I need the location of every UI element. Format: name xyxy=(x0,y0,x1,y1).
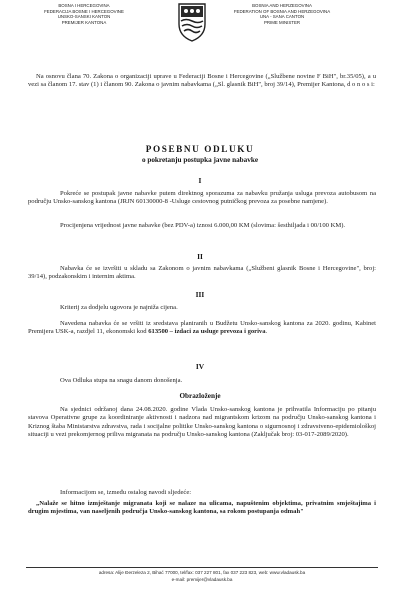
section-number: I xyxy=(198,176,202,185)
budget-end-text: . xyxy=(265,328,268,336)
footer-email: e-mail: premijer@vladausk.ba xyxy=(171,577,233,582)
preamble-paragraph: Na osnovu člana 70. Zakona o organizaciji uprave u Federaciji Bosne i Hercegovine („Službene novine F BiH", br.35/05), a u vezi sa članom 17. stav (1) i članom 90. Zakona o javnim nabavkama („Sl. glasnik BiH", broj 39/14), Premijer Kantona, d o n o s i: xyxy=(28,73,376,89)
letterhead-left-line: PREMIJER KANTONA xyxy=(61,19,107,25)
document-subtitle: o pokretanju postupka javne nabavke xyxy=(141,156,259,164)
letterhead-right-line: FEDERATION OF BOSNIA AND HERZEGOVINA xyxy=(233,8,331,14)
section-2-paragraph: Nabavka će se izvršiti u skladu sa Zakonom o javnim nabavkama („Službeni glasnik Bosne i Hercegovine", broj: 39/14), podzakonskim i internim aktima. xyxy=(28,265,376,281)
explanation-paragraph: Na sjednici održanoj dana 24.08.2020. godine Vlada Unsko-sanskog kantona je prihvatila Informaciju po pitanju stavova Operativne grupe za koordiniranje aktivnosti i nadzora nad migrantskom krizom na području Unsko-sanskog kantona i Kriznog štaba Ministarstva zdravstva, rada i socijalne politike Unsko-sanskog kantona o sigurnosnoj i zdravstveno-epidemiološkoj situaciji u vezi prekomjernog priliva migranata na području Unsko-sanskog kantona (Zaključak broj: 03-017-2089/2020). xyxy=(28,406,376,438)
letterhead-left xyxy=(25,3,143,25)
letterhead-left-line: BOSNA I HERCEGOVINA xyxy=(58,3,110,8)
letterhead-right-line: PRIME MINISTER xyxy=(263,19,301,25)
letterhead-right-line: BOSNIA AND HERZEGOVINA xyxy=(252,3,312,8)
document-title: POSEBNU ODLUKU xyxy=(145,144,255,154)
section-4-paragraph: Ova Odluka stupa na snagu danom donošenja. xyxy=(60,377,183,384)
letterhead-right-line: UNA - SANA CANTON xyxy=(259,14,305,20)
letterhead-right xyxy=(212,3,352,25)
letterhead-left-line: UNSKO-SANSKI KANTON xyxy=(57,14,111,20)
section-1-value-paragraph: Procijenjena vrijednost javne nabavke (bez PDV-a) iznosi 6.000,00 KM (slovima: šesthiljada i 00/100 KM). xyxy=(60,222,346,229)
section-number: IV xyxy=(195,362,205,371)
section-1-paragraph: Pokreće se postupak javne nabavke putem direktnog sporazuma za nabavku pružanja usluga prevoza autobusom na području Unsko-sanskog kantona (JRJN 60130000-8 -Usluge cestovnog putničkog prevoza za posebne namjene). xyxy=(28,190,376,206)
budget-code-text: 613500 – izdaci za usluge prevoza i goriva xyxy=(148,328,266,336)
explanation-intro: Informacijom se, između ostalog navodi sljedeće: xyxy=(60,489,192,496)
explanation-title: Obrazloženje xyxy=(179,392,221,400)
explanation-quote: „Nalaže se hitno izmještanje migranata koji se nalaze na ulicama, napuštenim objektima, privatnim smještajima i drugim mjestima, van naseljenih područja Unsko-sanskog kantona, sa rokom postupanja odmah" xyxy=(28,500,376,516)
letterhead-left-line: FEDERACIJA BOSNE I HERCEGOVINE xyxy=(44,8,124,14)
budget-text: Navedena nabavka će se vršiti iz sredstava planiranih u Budžetu Unsko-sanskog kantona za 2020. godinu, Kabinet Premijera USK-a, razdjel 11, ekonomski kod xyxy=(28,320,376,336)
footer-divider xyxy=(26,567,378,568)
section-number: III xyxy=(195,290,205,299)
section-3-criteria: Kriterij za dodjelu ugovora je najniža cijena. xyxy=(60,304,178,311)
footer-address: adresa: Alije Đerzeleza 2, Bihać 77000, tel/fax: 037 227 801, fax 037 223 823, web: www.vladausk.ba xyxy=(98,570,306,575)
section-3-budget-paragraph xyxy=(28,320,376,337)
section-number: II xyxy=(197,252,203,261)
coat-of-arms-logo xyxy=(176,2,208,42)
